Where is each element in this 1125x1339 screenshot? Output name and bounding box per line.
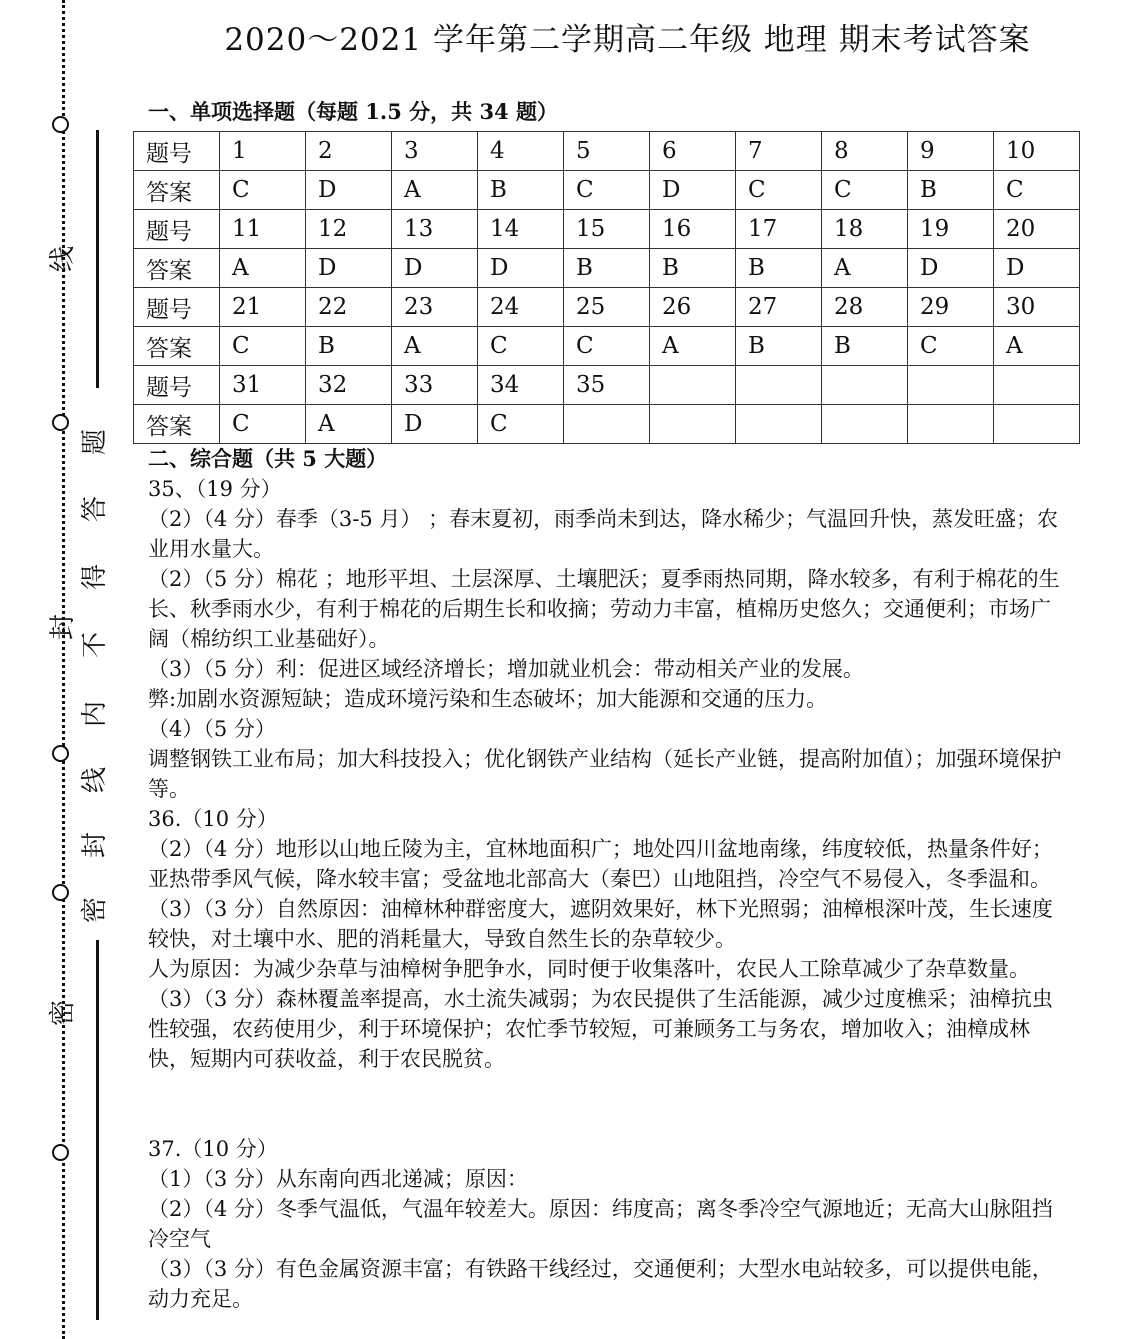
table-cell: 34 bbox=[478, 366, 564, 405]
question-35 bbox=[148, 474, 1063, 804]
answer-paragraph: （3）（3 分）有色金属资源丰富；有铁路干线经过，交通便利；大型水电站较多，可以提供电能，动力充足。 bbox=[148, 1257, 1053, 1311]
table-cell: 33 bbox=[392, 366, 478, 405]
table-cell: B bbox=[736, 249, 822, 288]
table-cell: 15 bbox=[564, 210, 650, 249]
answer-paragraph: 人为原因：为减少杂草与油樟树争肥争水，同时便于收集落叶，农民人工除草减少了杂草数量。 bbox=[148, 957, 1030, 981]
table-cell: B bbox=[822, 327, 908, 366]
table-cell: 12 bbox=[306, 210, 392, 249]
answer-paragraph: （3）（3 分）森林覆盖率提高，水土流失减弱；为农民提供了生活能源，减少过度樵采；油樟抗虫性较强，农药使用少，利于环境保护；农忙季节较短，可兼顾务工与务农，增加收入；油樟成林快，短期内可获收益，利于农民脱贫。 bbox=[148, 987, 1053, 1071]
answer-paragraph: （2）（5 分）棉花 ；地形平坦、土层深厚、土壤肥沃；夏季雨热同期，降水较多，有利于棉花的生长、秋季雨水少，有利于棉花的后期生长和收摘；劳动力丰富，植棉历史悠久；交通便利；市场广阔（棉纺织工业基础好）。 bbox=[148, 567, 1060, 651]
question-number-row bbox=[134, 366, 1080, 405]
row-label-cell: 题号 bbox=[134, 132, 220, 171]
question-number-row bbox=[134, 132, 1080, 171]
table-cell: 4 bbox=[478, 132, 564, 171]
table-cell bbox=[822, 405, 908, 444]
question-37-head: 37.（10 分） bbox=[148, 1137, 278, 1161]
table-cell: 11 bbox=[220, 210, 306, 249]
table-cell: D bbox=[306, 171, 392, 210]
table-cell: A bbox=[392, 171, 478, 210]
answer-paragraph: （4）（5 分） bbox=[148, 717, 276, 741]
table-cell: 6 bbox=[650, 132, 736, 171]
table-cell: 35 bbox=[564, 366, 650, 405]
question-35-head: 35、（19 分） bbox=[148, 477, 282, 501]
section2-heading: 二、综合题（共 5 大题） bbox=[148, 446, 388, 471]
answer-paragraph: （3）（5 分）利：促进区域经济增长；增加就业机会：带动相关产业的发展。 bbox=[148, 657, 864, 681]
table-cell: 26 bbox=[650, 288, 736, 327]
answer-row bbox=[134, 405, 1080, 444]
binding-note-char: 线 bbox=[80, 767, 110, 794]
binding-hole-3 bbox=[52, 745, 69, 762]
question-36-head: 36.（10 分） bbox=[148, 807, 278, 831]
binding-note-char: 答 bbox=[80, 496, 110, 523]
table-cell: A bbox=[392, 327, 478, 366]
table-cell: B bbox=[908, 171, 994, 210]
table-cell: D bbox=[650, 171, 736, 210]
binding-note-char: 内 bbox=[80, 701, 110, 728]
table-cell: 24 bbox=[478, 288, 564, 327]
table-cell: 3 bbox=[392, 132, 478, 171]
table-cell: 17 bbox=[736, 210, 822, 249]
binding-note-char: 不 bbox=[80, 632, 110, 659]
table-cell: B bbox=[478, 171, 564, 210]
answer-row bbox=[134, 249, 1080, 288]
table-cell: 28 bbox=[822, 288, 908, 327]
row-label-cell: 题号 bbox=[134, 288, 220, 327]
table-cell bbox=[736, 366, 822, 405]
binding-note-char: 封 bbox=[80, 832, 110, 859]
binding-note-char: 题 bbox=[80, 429, 110, 456]
answer-paragraph: （2）（4 分）冬季气温低，气温年较差大。原因：纬度高；离冬季冷空气源地近；无高大山脉阻挡冷空气 bbox=[148, 1197, 1053, 1251]
table-cell: C bbox=[478, 327, 564, 366]
question-36 bbox=[148, 804, 1063, 1074]
binding-dotted-line bbox=[62, 0, 65, 1339]
table-cell: 2 bbox=[306, 132, 392, 171]
answer-paragraph: 弊:加剧水资源短缺；造成环境污染和生态破坏；加大能源和交通的压力。 bbox=[148, 687, 828, 711]
table-cell: 22 bbox=[306, 288, 392, 327]
table-cell bbox=[650, 366, 736, 405]
answer-paragraph: （1）（3 分）从东南向西北递减；原因： bbox=[148, 1167, 528, 1191]
table-cell bbox=[908, 405, 994, 444]
table-cell: 5 bbox=[564, 132, 650, 171]
binding-char: 密 bbox=[48, 1000, 78, 1027]
table-cell bbox=[736, 405, 822, 444]
table-cell: D bbox=[994, 249, 1080, 288]
binding-note-char: 密 bbox=[80, 897, 110, 924]
table-cell: B bbox=[736, 327, 822, 366]
section1-heading: 一、单项选择题（每题 1.5 分，共 34 题） bbox=[148, 99, 559, 124]
table-cell: 14 bbox=[478, 210, 564, 249]
table-cell: C bbox=[736, 171, 822, 210]
binding-char: 线 bbox=[48, 246, 78, 273]
answer-paragraph: （3）（3 分）自然原因：油樟林种群密度大，遮阴效果好，林下光照弱；油樟根深叶茂，生长速度较快，对土壤中水、肥的消耗量大，导致自然生长的杂草较少。 bbox=[148, 897, 1053, 951]
row-label-cell: 答案 bbox=[134, 327, 220, 366]
table-cell: 19 bbox=[908, 210, 994, 249]
table-cell: A bbox=[650, 327, 736, 366]
table-cell: B bbox=[650, 249, 736, 288]
question-37 bbox=[148, 1134, 1063, 1314]
table-cell: 16 bbox=[650, 210, 736, 249]
table-cell: 32 bbox=[306, 366, 392, 405]
table-cell bbox=[650, 405, 736, 444]
binding-hole-1 bbox=[52, 116, 69, 133]
answer-paragraph: （2）（4 分）地形以山地丘陵为主，宜林地面积广；地处四川盆地南缘，纬度较低，热量条件好；亚热带季风气候，降水较丰富；受盆地北部高大（秦巴）山地阻挡，冷空气不易侵入，冬季温和。 bbox=[148, 837, 1053, 891]
table-cell: D bbox=[392, 249, 478, 288]
table-cell: 8 bbox=[822, 132, 908, 171]
table-cell: 20 bbox=[994, 210, 1080, 249]
table-cell: C bbox=[908, 327, 994, 366]
table-cell: D bbox=[392, 405, 478, 444]
answer-paragraph: 调整钢铁工业布局；加大科技投入；优化钢铁产业结构（延长产业链，提高附加值）；加强环境保护等。 bbox=[148, 747, 1062, 801]
table-cell: D bbox=[306, 249, 392, 288]
table-cell: A bbox=[822, 249, 908, 288]
table-cell: B bbox=[306, 327, 392, 366]
binding-margin bbox=[0, 0, 130, 1339]
table-cell: 29 bbox=[908, 288, 994, 327]
table-cell: 18 bbox=[822, 210, 908, 249]
table-cell: 10 bbox=[994, 132, 1080, 171]
table-cell: C bbox=[994, 171, 1080, 210]
row-label-cell: 答案 bbox=[134, 171, 220, 210]
table-cell: 27 bbox=[736, 288, 822, 327]
table-cell bbox=[564, 405, 650, 444]
table-cell: A bbox=[306, 405, 392, 444]
table-cell: B bbox=[564, 249, 650, 288]
row-label-cell: 题号 bbox=[134, 210, 220, 249]
table-cell: 13 bbox=[392, 210, 478, 249]
table-cell: C bbox=[478, 405, 564, 444]
binding-hole-2 bbox=[52, 414, 69, 431]
binding-solid-line bbox=[96, 130, 99, 388]
table-cell: D bbox=[908, 249, 994, 288]
page-title: 2020～2021 学年第二学期高二年级 地理 期末考试答案 bbox=[224, 22, 1031, 58]
table-cell: D bbox=[478, 249, 564, 288]
row-label-cell: 题号 bbox=[134, 366, 220, 405]
table-cell: C bbox=[564, 171, 650, 210]
table-cell: 23 bbox=[392, 288, 478, 327]
table-cell bbox=[822, 366, 908, 405]
table-cell bbox=[908, 366, 994, 405]
binding-hole-4 bbox=[52, 884, 69, 901]
answer-table bbox=[133, 131, 1080, 444]
question-number-row bbox=[134, 210, 1080, 249]
table-cell: A bbox=[220, 249, 306, 288]
table-cell: 7 bbox=[736, 132, 822, 171]
binding-note-char: 得 bbox=[80, 564, 110, 591]
table-cell bbox=[994, 405, 1080, 444]
row-label-cell: 答案 bbox=[134, 405, 220, 444]
table-cell: C bbox=[220, 171, 306, 210]
table-cell: A bbox=[994, 327, 1080, 366]
table-cell: 25 bbox=[564, 288, 650, 327]
table-cell: 1 bbox=[220, 132, 306, 171]
table-cell: 31 bbox=[220, 366, 306, 405]
table-cell: C bbox=[564, 327, 650, 366]
answer-paragraph: （2）（4 分）春季（3-5 月） ；春末夏初，雨季尚未到达，降水稀少；气温回升快，蒸发旺盛；农业用水量大。 bbox=[148, 507, 1059, 561]
binding-char: 封 bbox=[48, 614, 78, 641]
row-label-cell: 答案 bbox=[134, 249, 220, 288]
table-cell: 9 bbox=[908, 132, 994, 171]
table-cell: C bbox=[220, 405, 306, 444]
question-number-row bbox=[134, 288, 1080, 327]
table-cell: C bbox=[220, 327, 306, 366]
table-cell: 30 bbox=[994, 288, 1080, 327]
answer-row bbox=[134, 171, 1080, 210]
table-cell: C bbox=[822, 171, 908, 210]
answer-row bbox=[134, 327, 1080, 366]
binding-hole-5 bbox=[52, 1144, 69, 1161]
table-cell: 21 bbox=[220, 288, 306, 327]
binding-solid-line bbox=[96, 940, 99, 1320]
table-cell bbox=[994, 366, 1080, 405]
